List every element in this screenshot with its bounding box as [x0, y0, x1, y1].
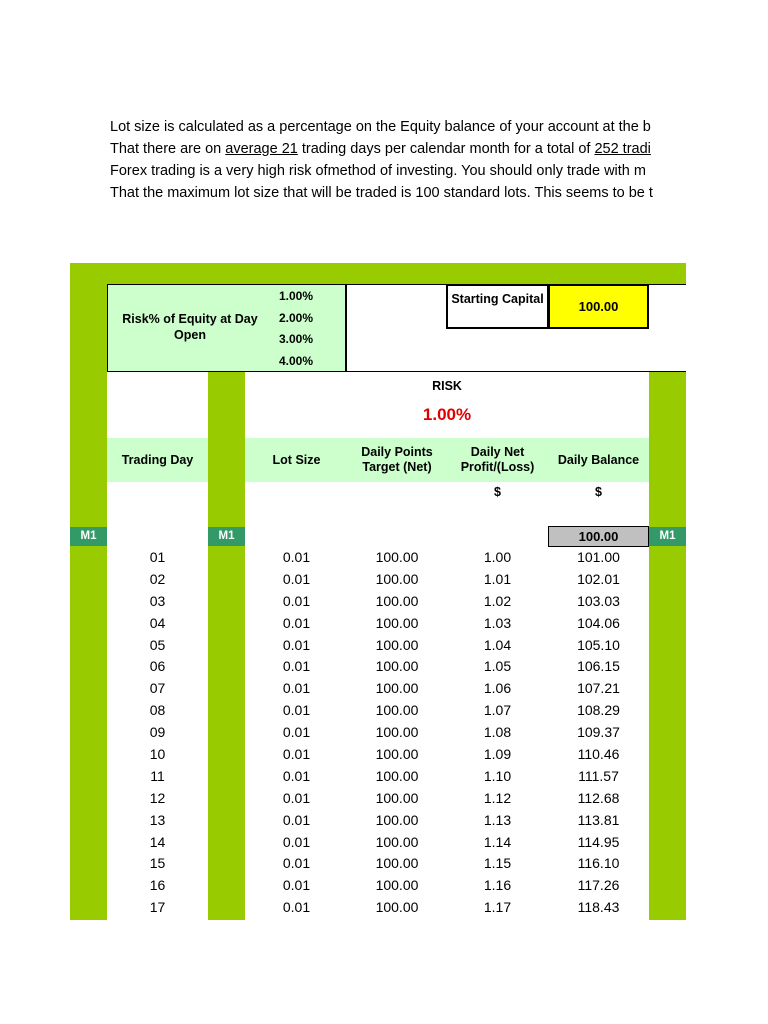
col-header-daily-net: Daily Net Profit/(Loss) [460, 445, 535, 474]
note-line-4: That the maximum lot size that will be traded is 100 standard lots. This seems to be t [110, 185, 653, 201]
risk-selector-label: Risk% of Equity at Day Open [122, 312, 258, 342]
note-line-2-text-a: That there are on [110, 141, 226, 157]
daily-balance-cell: 110.46 [577, 746, 620, 763]
trading-day-cell: 10 [149, 746, 166, 763]
table-row [107, 722, 649, 744]
risk-heading: RISK [432, 379, 462, 393]
points-target-cell: 100.00 [375, 592, 419, 609]
col-header-lot-size: Lot Size [272, 452, 321, 467]
daily-balance-cell: 101.00 [577, 549, 620, 565]
daily-balance-cell: 104.06 [577, 614, 620, 631]
lot-size-cell: 0.01 [282, 614, 311, 631]
lot-size-cell: 0.01 [282, 592, 311, 609]
table-row [107, 591, 649, 613]
points-target-cell: 100.00 [375, 833, 419, 850]
lot-size-cell: 0.01 [282, 658, 311, 675]
lot-size-cell: 0.01 [282, 833, 311, 850]
points-target-cell: 100.00 [375, 570, 419, 587]
points-target-cell: 100.00 [375, 658, 419, 675]
daily-net-cell: 1.10 [483, 767, 512, 784]
trading-day-cell: 09 [149, 724, 166, 741]
table-row [107, 875, 649, 897]
daily-balance-cell: 114.95 [577, 833, 620, 850]
lot-size-cell: 0.01 [282, 724, 311, 741]
trading-day-cell: 12 [149, 789, 166, 806]
daily-balance-cell: 109.37 [577, 724, 620, 741]
lot-size-cell: 0.01 [282, 570, 311, 587]
trading-day-cell: 11 [150, 767, 165, 784]
daily-balance-cell: 102.01 [577, 570, 620, 587]
points-target-cell: 100.00 [375, 789, 419, 806]
month-tag-right: M1 [649, 527, 686, 546]
green-column-right [649, 372, 686, 920]
points-target-cell: 100.00 [375, 614, 419, 631]
month-tag-middle: M1 [208, 527, 245, 546]
currency-balance: $ [595, 485, 602, 499]
lot-size-cell: 0.01 [282, 680, 311, 697]
currency-net: $ [494, 485, 501, 499]
points-target-cell: 100.00 [375, 899, 419, 916]
trading-day-cell: 07 [149, 680, 166, 697]
table-row [107, 897, 649, 919]
risk-value: 1.00% [422, 405, 472, 424]
table-row [107, 744, 649, 766]
lot-size-cell: 0.01 [282, 789, 311, 806]
daily-net-cell: 1.00 [483, 549, 512, 565]
green-column-left [70, 285, 107, 920]
daily-balance-cell: 103.03 [577, 592, 620, 609]
table-row [107, 635, 649, 657]
daily-net-cell: 1.15 [483, 855, 512, 872]
risk-option-2[interactable]: 2.00% [278, 311, 314, 325]
trading-day-cell: 08 [149, 702, 166, 719]
risk-option-1[interactable]: 1.00% [278, 289, 314, 303]
daily-balance-cell: 105.10 [577, 636, 620, 653]
month-tag-left: M1 [70, 527, 107, 546]
points-target-cell: 100.00 [375, 549, 419, 565]
lot-size-cell: 0.01 [282, 899, 311, 916]
daily-net-cell: 1.09 [483, 746, 512, 763]
daily-balance-cell: 112.68 [577, 789, 620, 806]
daily-balance-cell: 106.15 [577, 658, 620, 675]
daily-net-cell: 1.07 [483, 702, 512, 719]
col-header-daily-points: Daily Points Target (Net) [361, 445, 433, 474]
table-row [107, 656, 649, 678]
daily-net-cell: 1.01 [483, 570, 512, 587]
table-row [107, 569, 649, 591]
note-line-1: Lot size is calculated as a percentage on the Equity balance of your account at the b [110, 119, 651, 135]
table-row [107, 832, 649, 854]
points-target-cell: 100.00 [375, 702, 419, 719]
points-target-cell: 100.00 [375, 767, 419, 784]
points-target-cell: 100.00 [375, 877, 419, 894]
daily-balance-cell: 116.10 [577, 855, 620, 872]
daily-balance-cell: 107.21 [577, 680, 620, 697]
daily-net-cell: 1.04 [483, 636, 512, 653]
points-target-cell: 100.00 [375, 746, 419, 763]
daily-net-cell: 1.14 [483, 833, 512, 850]
trading-day-cell: 13 [149, 811, 166, 828]
daily-net-cell: 1.05 [483, 658, 512, 675]
table-row [107, 547, 649, 569]
daily-net-cell: 1.06 [483, 680, 512, 697]
note-average-days: average 21 [225, 141, 298, 157]
starting-capital-label: Starting Capital [446, 284, 549, 329]
trading-day-cell: 04 [149, 614, 166, 631]
note-line-2-text-b: trading days per calendar month for a total of [297, 141, 595, 157]
note-total-days: 252 tradi [594, 141, 651, 157]
table-row [107, 700, 649, 722]
green-banner-top [70, 263, 686, 285]
trading-day-table [107, 547, 649, 919]
lot-size-cell: 0.01 [282, 746, 311, 763]
trading-day-cell: 16 [149, 877, 166, 894]
opening-balance: 100.00 [548, 526, 649, 547]
points-target-cell: 100.00 [375, 811, 419, 828]
table-row [107, 766, 649, 788]
daily-net-cell: 1.03 [483, 614, 512, 631]
lot-size-cell: 0.01 [282, 877, 311, 894]
lot-size-cell: 0.01 [282, 549, 311, 565]
col-header-daily-balance: Daily Balance [557, 452, 640, 467]
daily-net-cell: 1.08 [483, 724, 512, 741]
trading-day-cell: 06 [149, 658, 166, 675]
risk-option-3[interactable]: 3.00% [278, 332, 314, 346]
daily-balance-cell: 111.57 [578, 767, 619, 784]
points-target-cell: 100.00 [375, 724, 419, 741]
daily-net-cell: 1.16 [483, 877, 512, 894]
daily-balance-cell: 118.43 [577, 899, 620, 916]
note-line-3: Forex trading is a very high risk ofmethod of investing. You should only trade with m [110, 163, 646, 179]
trading-day-cell: 01 [149, 549, 166, 565]
daily-net-cell: 1.12 [483, 789, 512, 806]
trading-day-cell: 15 [149, 855, 166, 872]
daily-net-cell: 1.13 [483, 811, 512, 828]
trading-day-cell: 02 [149, 570, 166, 587]
daily-balance-cell: 117.26 [577, 877, 620, 894]
table-row [107, 788, 649, 810]
col-header-trading-day: Trading Day [121, 452, 194, 467]
table-row [107, 810, 649, 832]
risk-option-4[interactable]: 4.00% [278, 354, 314, 368]
table-row [107, 678, 649, 700]
daily-balance-cell: 108.29 [577, 702, 620, 719]
trading-day-cell: 03 [149, 592, 166, 609]
lot-size-cell: 0.01 [282, 636, 311, 653]
trading-day-cell: 14 [149, 833, 166, 850]
daily-net-cell: 1.17 [483, 899, 512, 916]
lot-size-cell: 0.01 [282, 855, 311, 872]
daily-net-cell: 1.02 [483, 592, 512, 609]
points-target-cell: 100.00 [375, 636, 419, 653]
trading-day-cell: 17 [149, 899, 166, 916]
starting-capital-input[interactable]: 100.00 [548, 284, 649, 329]
trading-day-cell: 05 [149, 636, 166, 653]
table-row [107, 853, 649, 875]
daily-balance-cell: 113.81 [577, 811, 620, 828]
lot-size-cell: 0.01 [282, 767, 311, 784]
lot-size-cell: 0.01 [282, 811, 311, 828]
points-target-cell: 100.00 [375, 680, 419, 697]
points-target-cell: 100.00 [375, 855, 419, 872]
lot-size-cell: 0.01 [282, 702, 311, 719]
table-row [107, 613, 649, 635]
